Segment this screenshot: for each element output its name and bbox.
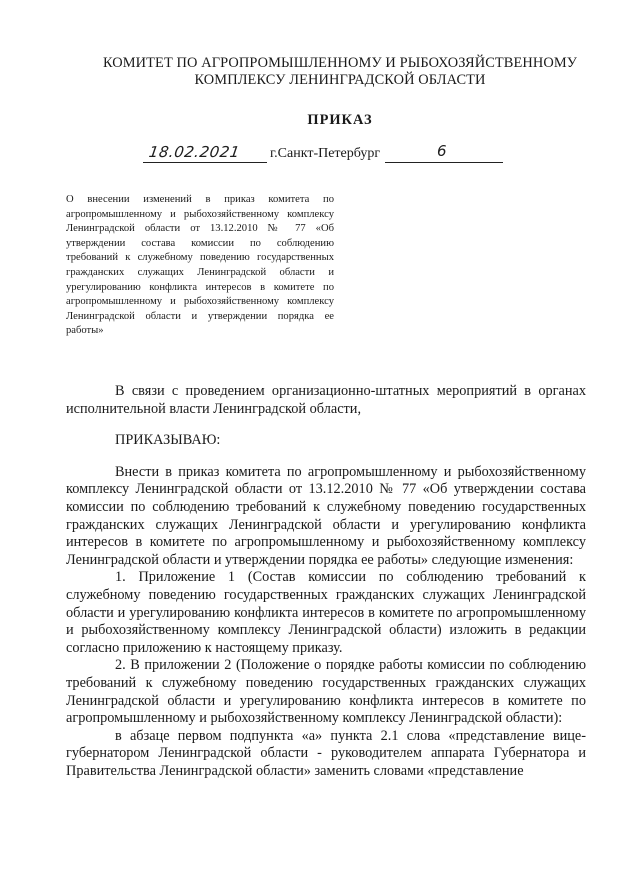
number-field (385, 144, 503, 163)
committee-name-line1: КОМИТЕТ ПО АГРОПРОМЫШЛЕННОМУ И РЫБОХОЗЯЙСТВЕННОМУ (102, 55, 578, 71)
city-name: г.Санкт-Петербург (270, 146, 381, 161)
committee-name (60, 55, 620, 89)
document-title: ПРИКАЗ (307, 112, 373, 128)
item-1-paragraph: 1. Приложение 1 (Состав комиссии по соблюдению требований к служебному поведению государственных гражданских служащих Ленинградской области и урегулированию конфликта интересов в комитете по агропромышленному и рыбохозяйственному комплексу Ленинградской области) изложить в редакции согласно приложению к настоящему приказу. (66, 569, 586, 656)
item-2-paragraph: 2. В приложении 2 (Положение о порядке работы комиссии по соблюдению требований к служебному поведению государственных гражданских служащих Ленинградской области и урегулированию конфликта интересов в комитете по агропромышленному и рыбохозяйственному комплексу Ленинградской области): (66, 657, 586, 727)
document-body (66, 383, 586, 780)
date-and-number-line (143, 144, 543, 166)
item-2-subparagraph: в абзаце первом подпункта «а» пункта 2.1 слова «представление вице-губернатором Ленинградской области - руководителем аппарата Губернатора и Правительства Ленинградской области» заменить словами «представление (66, 727, 586, 779)
handwritten-number: 6 (437, 142, 448, 160)
committee-name-line2: КОМПЛЕКСУ ЛЕНИНГРАДСКОЙ ОБЛАСТИ (194, 72, 486, 88)
subject-block: О внесении изменений в приказ комитета по агропромышленному и рыбохозяйственному комплексу Ленинградской области от 13.12.2010 № 77 «Об утверждении состава комиссии по соблюдению требований к служебному поведению государственных гражданских служащих Ленинградской области и урегулированию конфликта интересов в комитете по агропромышленному и рыбохозяйственному комплексу Ленинградской области и утверждении порядка ее работы» (66, 194, 334, 337)
handwritten-date: 18.02.2021 (147, 143, 242, 161)
order-word: ПРИКАЗЫВАЮ: (115, 432, 221, 449)
preamble-paragraph: В связи с проведением организационно-штатных мероприятий в органах исполнительной власти Ленинградской области, (66, 383, 586, 417)
intro-paragraph: Внести в приказ комитета по агропромышленному и рыбохозяйственному комплексу Ленинградской области от 13.12.2010 № 77 «Об утверждении состава комиссии по соблюдению требований к служебному поведению государственных гражданских служащих Ленинградской области и урегулированию конфликта интересов в комитете по агропромышленному и рыбохозяйственному комплексу Ленинградской области и утверждении порядка ее работы» следующие изменения: (66, 463, 586, 568)
date-field (143, 144, 267, 163)
